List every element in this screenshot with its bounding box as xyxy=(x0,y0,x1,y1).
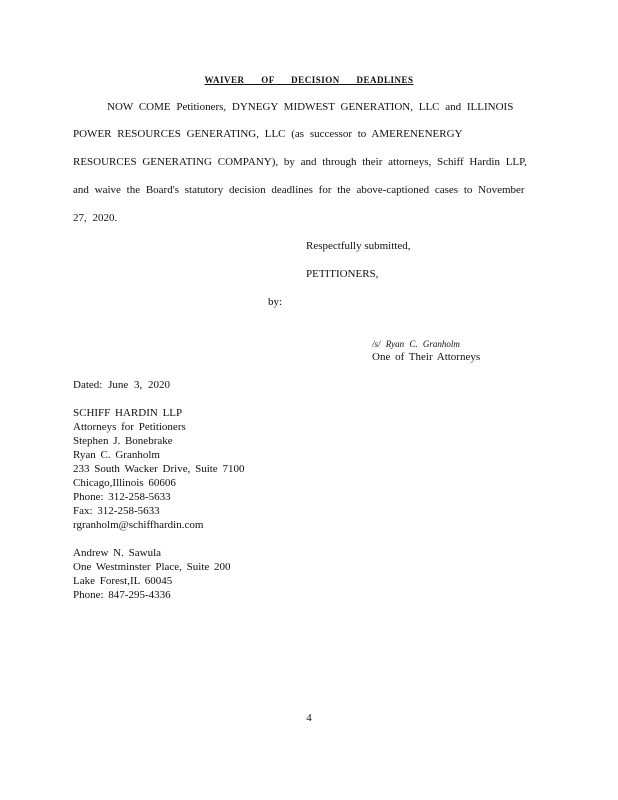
page-number: 4 xyxy=(306,712,312,724)
firm-address-block xyxy=(73,406,244,532)
firm-line: SCHIFF HARDIN LLP xyxy=(73,407,183,419)
body-line-2: POWER RESOURCES GENERATING, LLC (as successor to AMERENENERGY xyxy=(73,128,463,140)
second-address-block xyxy=(73,546,231,602)
firm-line: 233 South Wacker Drive, Suite 7100 xyxy=(73,463,245,475)
firm-line: Phone: 312-258-5633 xyxy=(73,491,171,503)
document-title: WAIVER OF DECISION DEADLINES xyxy=(204,75,414,85)
address-line: Andrew N. Sawula xyxy=(73,547,162,559)
firm-line: Ryan C. Granholm xyxy=(73,449,160,461)
closing-text: Respectfully submitted, xyxy=(306,240,411,252)
firm-line: Attorneys for Petitioners xyxy=(73,421,186,433)
body-line-4: and waive the Board's statutory decision deadlines for the above-captioned cases to November xyxy=(73,184,525,196)
date-line: Dated: June 3, 2020 xyxy=(73,379,170,391)
email-link[interactable]: rgranholm@schiffhardin.com xyxy=(73,519,204,531)
address-line: One Westminster Place, Suite 200 xyxy=(73,561,231,573)
firm-line: Stephen J. Bonebrake xyxy=(73,435,173,447)
by-label: by: xyxy=(268,296,283,308)
body-line-5: 27, 2020. xyxy=(73,212,118,224)
signature: /s/ Ryan C. Granholm xyxy=(372,339,460,349)
body-line-1: NOW COME Petitioners, DYNEGY MIDWEST GENERATION, LLC and ILLINOIS xyxy=(107,101,514,113)
address-line: Lake Forest,IL 60045 xyxy=(73,575,173,587)
party-label: PETITIONERS, xyxy=(306,268,379,280)
body-line-3: RESOURCES GENERATING COMPANY), by and through their attorneys, Schiff Hardin LLP, xyxy=(73,156,527,168)
firm-line: Fax: 312-258-5633 xyxy=(73,505,160,517)
signature-caption: One of Their Attorneys xyxy=(372,351,481,363)
address-line: Phone: 847-295-4336 xyxy=(73,589,171,601)
firm-line: Chicago,Illinois 60606 xyxy=(73,477,176,489)
